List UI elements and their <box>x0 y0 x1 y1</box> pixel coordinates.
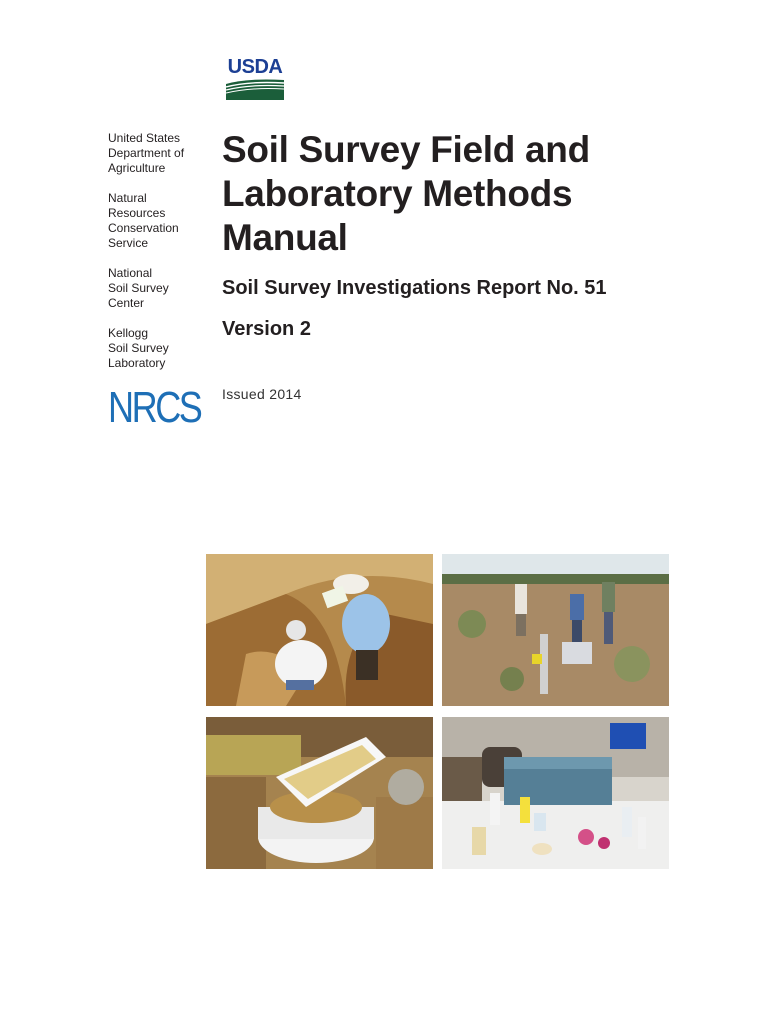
agency-line: Agriculture <box>108 161 166 175</box>
agency-usda <box>108 131 218 176</box>
title-line: Manual <box>222 217 348 258</box>
soil-sieve-photo <box>206 717 433 869</box>
agency-line: Center <box>108 296 145 310</box>
usda-logo <box>226 56 284 100</box>
agency-kssl <box>108 326 218 371</box>
soil-pit-photo <box>206 554 433 706</box>
agency-line: Department of <box>108 146 185 160</box>
nrcs-logo: NRCS <box>108 383 201 432</box>
usda-landscape-icon <box>226 78 284 100</box>
agency-line: Conservation <box>108 221 179 235</box>
usda-logo-text: USDA <box>227 56 283 78</box>
version-label: Version 2 <box>222 318 311 340</box>
report-subtitle: Soil Survey Investigations Report No. 51 <box>222 277 607 299</box>
agency-line: Kellogg <box>108 326 149 340</box>
agency-line: Resources <box>108 206 166 220</box>
agency-line: National <box>108 266 153 280</box>
agency-line: Service <box>108 236 149 250</box>
agency-line: United States <box>108 131 181 145</box>
lab-equipment-photo <box>442 717 669 869</box>
document-title <box>222 128 742 260</box>
title-line: Laboratory Methods <box>222 173 573 214</box>
issued-date: Issued 2014 <box>222 386 302 402</box>
agency-list <box>108 131 218 386</box>
agency-nrcs <box>108 191 218 251</box>
agency-nssc <box>108 266 218 311</box>
field-sampling-photo <box>442 554 669 706</box>
agency-line: Laboratory <box>108 356 166 370</box>
title-line: Soil Survey Field and <box>222 129 590 170</box>
agency-line: Natural <box>108 191 147 205</box>
agency-line: Soil Survey <box>108 341 169 355</box>
agency-line: Soil Survey <box>108 281 169 295</box>
